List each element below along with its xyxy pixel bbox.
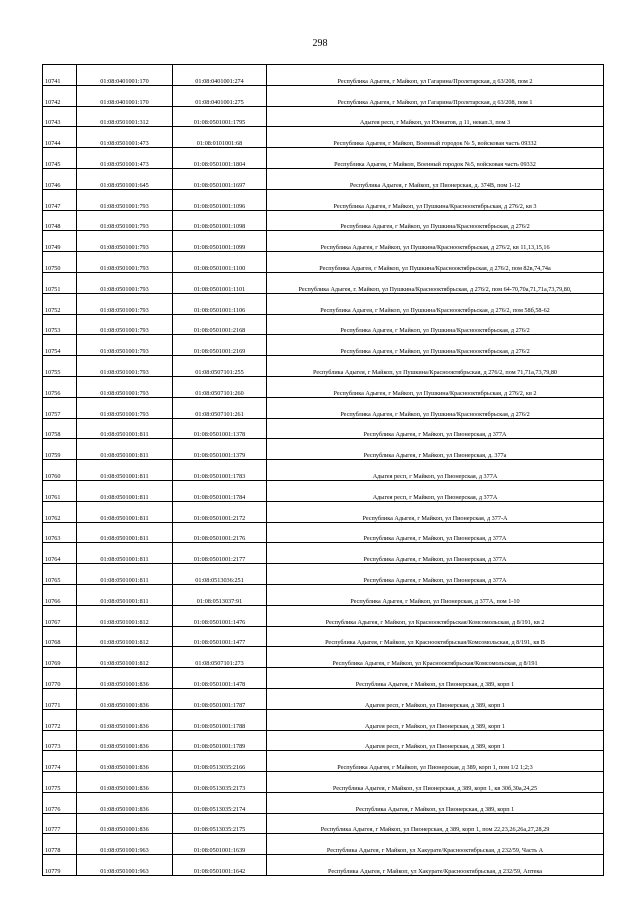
table-row (43, 792, 604, 813)
row-number-cell: 10769 (43, 647, 77, 668)
address-cell: Республика Адыгея, г Майкоп, ул Пушкина/Краснооктябрьская, д 276/2 (267, 314, 604, 335)
cadastral-number-cell: 01:08:0501001:836 (77, 813, 173, 834)
address-cell: Республика Адыгея, г Майкоп, ул Краснооктябрьская/Комсомольская, д 8/191, кв 2 (267, 605, 604, 626)
table-row (43, 293, 604, 314)
table-row (43, 314, 604, 335)
cadastral-number-cell: 01:08:0501001:836 (77, 751, 173, 772)
row-number-cell: 10744 (43, 127, 77, 148)
cadastral-number-cell: 01:08:0501001:836 (77, 668, 173, 689)
table-row (43, 397, 604, 418)
cadastral-number-cell: 01:08:0501001:793 (77, 314, 173, 335)
cadastral-number-cell: 01:08:0501001:793 (77, 293, 173, 314)
table-row (43, 751, 604, 772)
table-row (43, 480, 604, 501)
table-row (43, 688, 604, 709)
row-number-cell: 10760 (43, 460, 77, 481)
address-cell: Республика Адыгея, г Майкоп, ул Пушкина/Краснооктябрьская, д 276/2 (267, 210, 604, 231)
address-cell: Республика Адыгея, г Майкоп, ул Пушкина/Краснооктябрьская, д 276/2, пом 71,71а,73,79,80 (267, 356, 604, 377)
object-cadastral-number-cell: 01:08:0501001:2177 (173, 543, 267, 564)
object-cadastral-number-cell: 01:08:0501001:1096 (173, 189, 267, 210)
cadastral-number-cell: 01:08:0501001:836 (77, 709, 173, 730)
address-cell: Республика Адыгея, г Майкоп, ул Пушкина/Краснооктябрьская, д 276/2, пом 58б,58-62 (267, 293, 604, 314)
row-number-cell: 10778 (43, 834, 77, 855)
row-number-cell: 10768 (43, 626, 77, 647)
row-number-cell: 10763 (43, 522, 77, 543)
row-number-cell: 10759 (43, 439, 77, 460)
cadastral-number-cell: 01:08:0501001:793 (77, 397, 173, 418)
table-row (43, 439, 604, 460)
address-cell: Республика Адыгея, г Майкоп, ул Пионерская, д 389, корп 1, пом 22,23,26,26а,27,28,29 (267, 813, 604, 834)
registry-table (42, 64, 604, 876)
table-row (43, 584, 604, 605)
address-cell: Адыгея респ, г Майкоп, ул Пионерская, д 377А (267, 460, 604, 481)
object-cadastral-number-cell: 01:08:0513037:91 (173, 584, 267, 605)
address-cell: Республика Адыгея, г Майкоп, ул Пионерская, д 377А (267, 522, 604, 543)
object-cadastral-number-cell: 01:08:0501001:2172 (173, 501, 267, 522)
row-number-cell: 10779 (43, 855, 77, 876)
table-row (43, 106, 604, 127)
object-cadastral-number-cell: 01:08:0501001:1784 (173, 480, 267, 501)
table-row (43, 272, 604, 293)
address-cell: Республика Адыгея, г Майкоп, ул Пионерская, д 389, корп 1 (267, 668, 604, 689)
object-cadastral-number-cell: 01:08:0501001:1378 (173, 418, 267, 439)
table-row (43, 626, 604, 647)
cadastral-number-cell: 01:08:0501001:812 (77, 626, 173, 647)
row-number-cell: 10756 (43, 376, 77, 397)
cadastral-number-cell: 01:08:0501001:793 (77, 231, 173, 252)
row-number-cell: 10743 (43, 106, 77, 127)
object-cadastral-number-cell: 01:08:0513035:2166 (173, 751, 267, 772)
cadastral-number-cell: 01:08:0501001:812 (77, 647, 173, 668)
table-row (43, 834, 604, 855)
cadastral-number-cell: 01:08:0501001:811 (77, 543, 173, 564)
object-cadastral-number-cell: 01:08:0401001:275 (173, 85, 267, 106)
table-row (43, 231, 604, 252)
address-cell: Республика Адыгея, г Майкоп, ул Пушкина/Краснооктябрьская, д 276/2, пом 82в,74,74а (267, 252, 604, 273)
object-cadastral-number-cell: 01:08:0501001:2168 (173, 314, 267, 335)
cadastral-number-cell: 01:08:0501001:793 (77, 376, 173, 397)
table-row (43, 709, 604, 730)
table-row (43, 127, 604, 148)
address-cell: Адыгея респ, г Майкоп, ул Пионерская, д 389, корп 1 (267, 709, 604, 730)
address-cell: Республика Адыгея, г Майкоп, ул Пушкина/Краснооктябрьская, д 276/2 (267, 335, 604, 356)
address-cell: Республика Адыгея, г Майкоп, Военный городок № 5, войсковая часть 09332 (267, 127, 604, 148)
table-row (43, 460, 604, 481)
table-row (43, 605, 604, 626)
table-row (43, 356, 604, 377)
cadastral-number-cell: 01:08:0501001:793 (77, 252, 173, 273)
row-number-cell: 10775 (43, 772, 77, 793)
row-number-cell: 10767 (43, 605, 77, 626)
table-row (43, 252, 604, 273)
address-cell: Республика Адыгея, г Майкоп, ул Краснооктябрьская/Комсомольская, д 8/191, кв В (267, 626, 604, 647)
object-cadastral-number-cell: 01:08:0501001:1098 (173, 210, 267, 231)
cadastral-number-cell: 01:08:0501001:811 (77, 418, 173, 439)
object-cadastral-number-cell: 01:08:0501001:1804 (173, 148, 267, 169)
table-row (43, 668, 604, 689)
address-cell: Республика Адыгея, г Майкоп, ул Хакурате/Краснооктябрьская, д 232/59, Аптека (267, 855, 604, 876)
address-cell: Республика Адыгея, г Майкоп, ул Гагарина/Пролетарская, д 63/208, пом 1 (267, 85, 604, 106)
address-cell: Республика Адыгея, г Майкоп, ул Гагарина/Пролетарская, д 63/208, пом 2 (267, 65, 604, 86)
address-cell: Республика Адыгея, г Майкоп, ул Пушкина/Краснооктябрьская, д 276/2 (267, 397, 604, 418)
address-cell: Республика Адыгея, г Майкоп, ул Хакурате/Краснооктябрьская, д 232/59, Часть А (267, 834, 604, 855)
object-cadastral-number-cell: 01:08:0507101:273 (173, 647, 267, 668)
table-row (43, 85, 604, 106)
table-row (43, 772, 604, 793)
row-number-cell: 10749 (43, 231, 77, 252)
table-row (43, 730, 604, 751)
row-number-cell: 10765 (43, 564, 77, 585)
object-cadastral-number-cell: 01:08:0501001:1101 (173, 272, 267, 293)
cadastral-number-cell: 01:08:0501001:811 (77, 564, 173, 585)
cadastral-number-cell: 01:08:0501001:811 (77, 501, 173, 522)
row-number-cell: 10750 (43, 252, 77, 273)
row-number-cell: 10761 (43, 480, 77, 501)
table-row (43, 564, 604, 585)
row-number-cell: 10748 (43, 210, 77, 231)
row-number-cell: 10758 (43, 418, 77, 439)
object-cadastral-number-cell: 01:08:0507101:261 (173, 397, 267, 418)
object-cadastral-number-cell: 01:08:0501001:1100 (173, 252, 267, 273)
row-number-cell: 10755 (43, 356, 77, 377)
address-cell: Республика Адыгея, г Майкоп, ул Пионерская, д. 374В, пом 1-12 (267, 168, 604, 189)
address-cell: Республика Адыгея, г Майкоп, ул Пушкина/Краснооктябрьская, д 276/2, кв 2 (267, 376, 604, 397)
object-cadastral-number-cell: 01:08:0501001:1099 (173, 231, 267, 252)
address-cell: Республика Адыгея, г Майкоп, ул Пионерская, д 389, корп 1, кв 30б,30а,24,25 (267, 772, 604, 793)
object-cadastral-number-cell: 01:08:0501001:1795 (173, 106, 267, 127)
table-row (43, 65, 604, 86)
row-number-cell: 10751 (43, 272, 77, 293)
cadastral-number-cell: 01:08:0501001:645 (77, 168, 173, 189)
row-number-cell: 10770 (43, 668, 77, 689)
cadastral-number-cell: 01:08:0501001:312 (77, 106, 173, 127)
table-row (43, 855, 604, 876)
address-cell: Республика Адыгея, г Майкоп, ул Пионерская, д 389, корп 1 (267, 792, 604, 813)
address-cell: Республика Адыгея, г Майкоп, ул Пионерская, д. 377а (267, 439, 604, 460)
object-cadastral-number-cell: 01:08:0507101:260 (173, 376, 267, 397)
table-row (43, 647, 604, 668)
cadastral-number-cell: 01:08:0501001:793 (77, 356, 173, 377)
object-cadastral-number-cell: 01:08:0401001:274 (173, 65, 267, 86)
object-cadastral-number-cell: 01:08:0513035:2174 (173, 792, 267, 813)
row-number-cell: 10747 (43, 189, 77, 210)
row-number-cell: 10777 (43, 813, 77, 834)
row-number-cell: 10776 (43, 792, 77, 813)
table-row (43, 501, 604, 522)
row-number-cell: 10754 (43, 335, 77, 356)
object-cadastral-number-cell: 01:08:0501001:1788 (173, 709, 267, 730)
address-cell: Республика Адыгея, г Майкоп, ул Пионерская, д 389, корп 1, пом 1/2 1;2;3 (267, 751, 604, 772)
cadastral-number-cell: 01:08:0501001:836 (77, 688, 173, 709)
row-number-cell: 10774 (43, 751, 77, 772)
address-cell: Республика Адыгея, г Майкоп, ул Пушкина/Краснооктябрьская, д 276/2, кв 3 (267, 189, 604, 210)
object-cadastral-number-cell: 01:08:0501001:1787 (173, 688, 267, 709)
registry-table-body (43, 65, 604, 876)
object-cadastral-number-cell: 01:08:0501001:1477 (173, 626, 267, 647)
address-cell: Адыгея респ, г Майкоп, ул Пионерская, д 377А (267, 480, 604, 501)
cadastral-number-cell: 01:08:0501001:811 (77, 584, 173, 605)
table-row (43, 522, 604, 543)
row-number-cell: 10773 (43, 730, 77, 751)
address-cell: Адыгея респ, г Майкоп, ул Юннатов, д 11, некап.3, пом 3 (267, 106, 604, 127)
table-row (43, 189, 604, 210)
object-cadastral-number-cell: 01:08:0501001:1783 (173, 460, 267, 481)
cadastral-number-cell: 01:08:0501001:836 (77, 730, 173, 751)
cadastral-number-cell: 01:08:0501001:812 (77, 605, 173, 626)
row-number-cell: 10746 (43, 168, 77, 189)
row-number-cell: 10762 (43, 501, 77, 522)
row-number-cell: 10771 (43, 688, 77, 709)
address-cell: Республика Адыгея, г Майкоп, ул Краснооктябрьская/Комсомольская, д 8/191 (267, 647, 604, 668)
object-cadastral-number-cell: 01:08:0501001:2176 (173, 522, 267, 543)
table-row (43, 168, 604, 189)
address-cell: Республика Адыгея, г Майкоп, ул Пионерская, д 377А, пом 1-10 (267, 584, 604, 605)
cadastral-number-cell: 01:08:0501001:793 (77, 210, 173, 231)
cadastral-number-cell: 01:08:0501001:473 (77, 148, 173, 169)
cadastral-number-cell: 01:08:0501001:793 (77, 189, 173, 210)
cadastral-number-cell: 01:08:0501001:811 (77, 460, 173, 481)
table-row (43, 210, 604, 231)
object-cadastral-number-cell: 01:08:0501001:1789 (173, 730, 267, 751)
table-row (43, 376, 604, 397)
cadastral-number-cell: 01:08:0501001:793 (77, 335, 173, 356)
row-number-cell: 10753 (43, 314, 77, 335)
row-number-cell: 10745 (43, 148, 77, 169)
row-number-cell: 10741 (43, 65, 77, 86)
row-number-cell: 10764 (43, 543, 77, 564)
page-number: 298 (312, 38, 328, 49)
cadastral-number-cell: 01:08:0401001:170 (77, 65, 173, 86)
cadastral-number-cell: 01:08:0501001:811 (77, 439, 173, 460)
object-cadastral-number-cell: 01:08:0501001:1697 (173, 168, 267, 189)
table-row (43, 148, 604, 169)
address-cell: Республика Адыгея, г Майкоп, ул Пушкина/Краснооктябрьская, д 276/2, кв 11,13,15,16 (267, 231, 604, 252)
object-cadastral-number-cell: 01:08:0513035:2175 (173, 813, 267, 834)
cadastral-number-cell: 01:08:0501001:793 (77, 272, 173, 293)
address-cell: Республика Адыгея, г Майкоп, Военный городок №5, войсковая часть 09332 (267, 148, 604, 169)
object-cadastral-number-cell: 01:08:0501001:1639 (173, 834, 267, 855)
row-number-cell: 10757 (43, 397, 77, 418)
address-cell: Республика Адыгея, г. Майкоп, ул Пушкина/Краснооктябрьская, д 276/2, пом 64-70,70а,71,71а,73,79,80, (267, 272, 604, 293)
object-cadastral-number-cell: 01:08:0513036:251 (173, 564, 267, 585)
row-number-cell: 10752 (43, 293, 77, 314)
object-cadastral-number-cell: 01:08:0513035:2173 (173, 772, 267, 793)
cadastral-number-cell: 01:08:0501001:473 (77, 127, 173, 148)
object-cadastral-number-cell: 01:08:0501001:1476 (173, 605, 267, 626)
object-cadastral-number-cell: 01:08:0501001:1379 (173, 439, 267, 460)
address-cell: Республика Адыгея, г Майкоп, ул Пионерская, д 377А (267, 543, 604, 564)
object-cadastral-number-cell: 01:08:0101001:68 (173, 127, 267, 148)
cadastral-number-cell: 01:08:0501001:963 (77, 855, 173, 876)
object-cadastral-number-cell: 01:08:0507101:255 (173, 356, 267, 377)
row-number-cell: 10742 (43, 85, 77, 106)
address-cell: Адыгея респ, г Майкоп, ул Пионерская, д 389, корп 1 (267, 730, 604, 751)
table-row (43, 335, 604, 356)
cadastral-number-cell: 01:08:0501001:836 (77, 792, 173, 813)
row-number-cell: 10772 (43, 709, 77, 730)
cadastral-number-cell: 01:08:0501001:963 (77, 834, 173, 855)
address-cell: Республика Адыгея, г Майкоп, ул Пионерская, д 377А (267, 564, 604, 585)
cadastral-number-cell: 01:08:0401001:170 (77, 85, 173, 106)
table-row (43, 543, 604, 564)
object-cadastral-number-cell: 01:08:0501001:2169 (173, 335, 267, 356)
table-row (43, 813, 604, 834)
object-cadastral-number-cell: 01:08:0501001:1478 (173, 668, 267, 689)
cadastral-number-cell: 01:08:0501001:811 (77, 522, 173, 543)
address-cell: Республика Адыгея, г Майкоп, ул Пионерская, д 377А (267, 418, 604, 439)
object-cadastral-number-cell: 01:08:0501001:1642 (173, 855, 267, 876)
address-cell: Республика Адыгея, г Майкоп, ул Пионерская, д 377-А (267, 501, 604, 522)
cadastral-number-cell: 01:08:0501001:811 (77, 480, 173, 501)
object-cadastral-number-cell: 01:08:0501001:1106 (173, 293, 267, 314)
row-number-cell: 10766 (43, 584, 77, 605)
address-cell: Адыгея респ, г Майкоп, ул Пионерская, д 389, корп 1 (267, 688, 604, 709)
table-row (43, 418, 604, 439)
cadastral-number-cell: 01:08:0501001:836 (77, 772, 173, 793)
